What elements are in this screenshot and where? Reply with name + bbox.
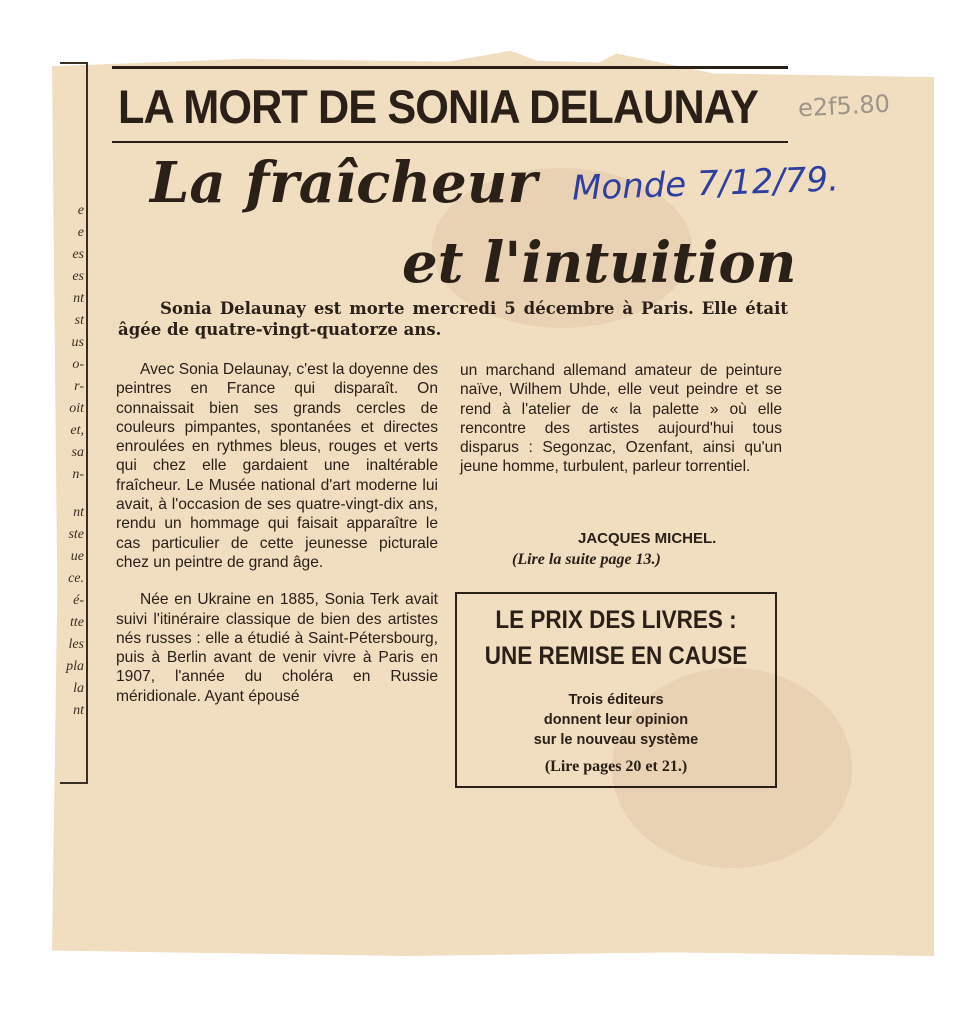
continued-note: (Lire la suite page 13.) [512,551,661,568]
box-title-line-1: LE PRIX DES LIVRES : [495,606,737,634]
article-paragraph: Avec Sonia Delaunay, c'est la doyenne des peintres en France qui disparaît. On connaissait bien ses grands cercles de couleurs pimpantes, spontanées et directes enroulées en rythmes bleus, rouges et verts qui chez elle gardaient une inaltérable fraîcheur. Le Musée national d'art moderne lui avait, à l'occasion de ses quatre-vingt-dix ans, rendu un hommage qui faisait apparaître le cas particulier de cette jeunesse picturale chez un peintre de grand âge. [116,361,439,571]
catalog-mark: e2f5.80 [797,89,891,123]
handwritten-date-note: Monde 7/12/79. [571,159,840,209]
article-paragraph: Née en Ukraine en 1885, Sonia Terk avait suivi l'itinéraire classique de bien des artistes nés russes : elle a étudié à Saint-Pétersbourg, puis à Berlin avant de venir vivre à Paris en 1907, l'année du choléra en Russie méridionale. Ayant épousé [116,591,438,705]
article-paragraph: un marchand allemand amateur de peinture naïve, Wilhem Uhde, elle veut peindre et se rend à l'atelier de « la palette » où elle rencontre des artistes aujourd'hui tous disparus : Segonzac, Ozenfant, ainsi qu'un jeune homme, turbulent, parleur torrentiel. [460,362,782,476]
headline-line-1: La fraîcheur [150,150,537,216]
neighbor-column-fragments: e e es es nt st us o- r- oit et, sa n- nt ste ue ce. é- tte les pla la nt [66,203,84,718]
lede-paragraph: Sonia Delaunay est morte mercredi 5 décembre à Paris. Elle était âgée de quatre-vingt-quatorze ans. [118,299,788,339]
box-subtitle: Trois éditeurs donnent leur opinion sur le nouveau système [533,692,699,748]
masthead [112,66,788,143]
article-column-2 [460,361,782,477]
book-price-box [455,592,777,788]
box-title-line-2: UNE REMISE EN CAUSE [484,642,748,670]
article-column-1 [116,360,438,706]
box-page-reference: (Lire pages 20 et 21.) [544,758,688,775]
byline: JACQUES MICHEL. [578,530,717,547]
headline-line-2: et l'intuition [402,230,797,296]
masthead-title: LA MORT DE SONIA DELAUNAY [118,80,759,133]
